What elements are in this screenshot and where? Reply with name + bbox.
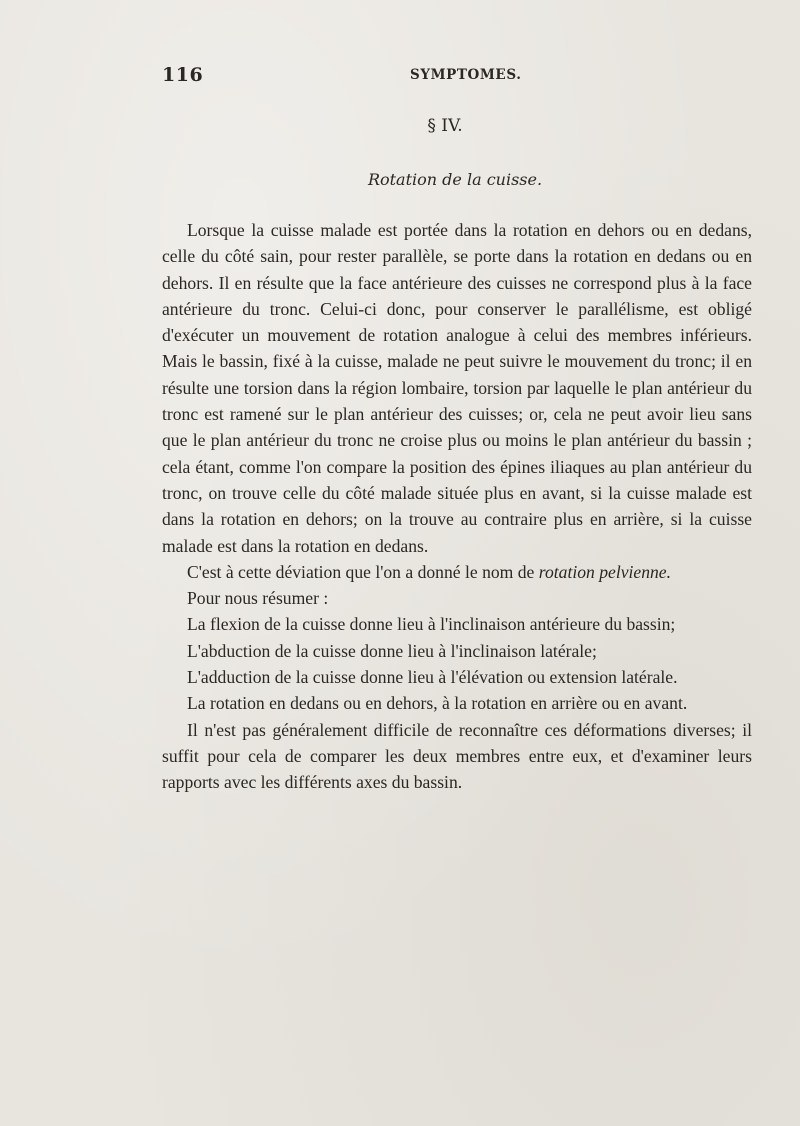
body-text [162,217,752,796]
running-head: SYMPTOMES. [410,67,522,83]
page-header [162,64,762,88]
paragraph: Pour nous résumer : [187,588,329,609]
paragraph: La rotation en dedans ou en dehors, à la rotation en arrière ou en avant. [187,693,688,714]
section-title: Rotation de la cuisse. [367,170,543,189]
paragraph: Lorsque la cuisse malade est portée dans la rotation en dehors ou en dedans, celle du côté sain, pour rester parallèle, se porte dans la rotation en dedans ou en dehors. Il en résulte que la face antérieure des cuisses ne correspond plus à la face antérieure du tronc. Celui-ci donc, pour conserver le parallélisme, est obligé d'exécuter un mouvement de rotation analogue à celui des membres inférieurs. Mais le bassin, fixé à la cuisse, malade ne peut suivre le mouvement du tronc; il en résulte une torsion dans la région lombaire, torsion par laquelle le plan antérieur du tronc est ramené sur le plan antérieur des cuisses; or, cela ne peut avoir lieu sans que le plan antérieur du tronc ne croise plus ou moins le plan antérieur du bassin ; cela étant, comme l'on compare la position des épines iliaques au plan antérieur du tronc, on trouve celle du côté malade située plus en avant, si la cuisse malade est dans la rotation en dehors; on la trouve au contraire plus en arrière, si la cuisse malade est dans la rotation en dedans. [162,220,752,556]
paragraph-text: C'est à cette déviation que l'on a donné le nom de [187,561,535,582]
section-number: § IV. [427,116,463,136]
page-number: 116 [162,64,204,86]
paragraph: La flexion de la cuisse donne lieu à l'inclinaison antérieure du bassin; [187,614,676,635]
paragraph [162,559,752,585]
paragraph: L'abduction de la cuisse donne lieu à l'inclinaison latérale; [187,640,597,661]
italic-term: rotation pelvienne. [538,561,672,582]
paragraph: L'adduction de la cuisse donne lieu à l'élévation ou extension latérale. [187,667,678,688]
paragraph: Il n'est pas généralement difficile de reconnaître ces déformations diverses; il suffit pour cela de comparer les deux membres entre eux, et d'examiner leurs rapports avec les différents axes du bassin. [162,719,752,793]
